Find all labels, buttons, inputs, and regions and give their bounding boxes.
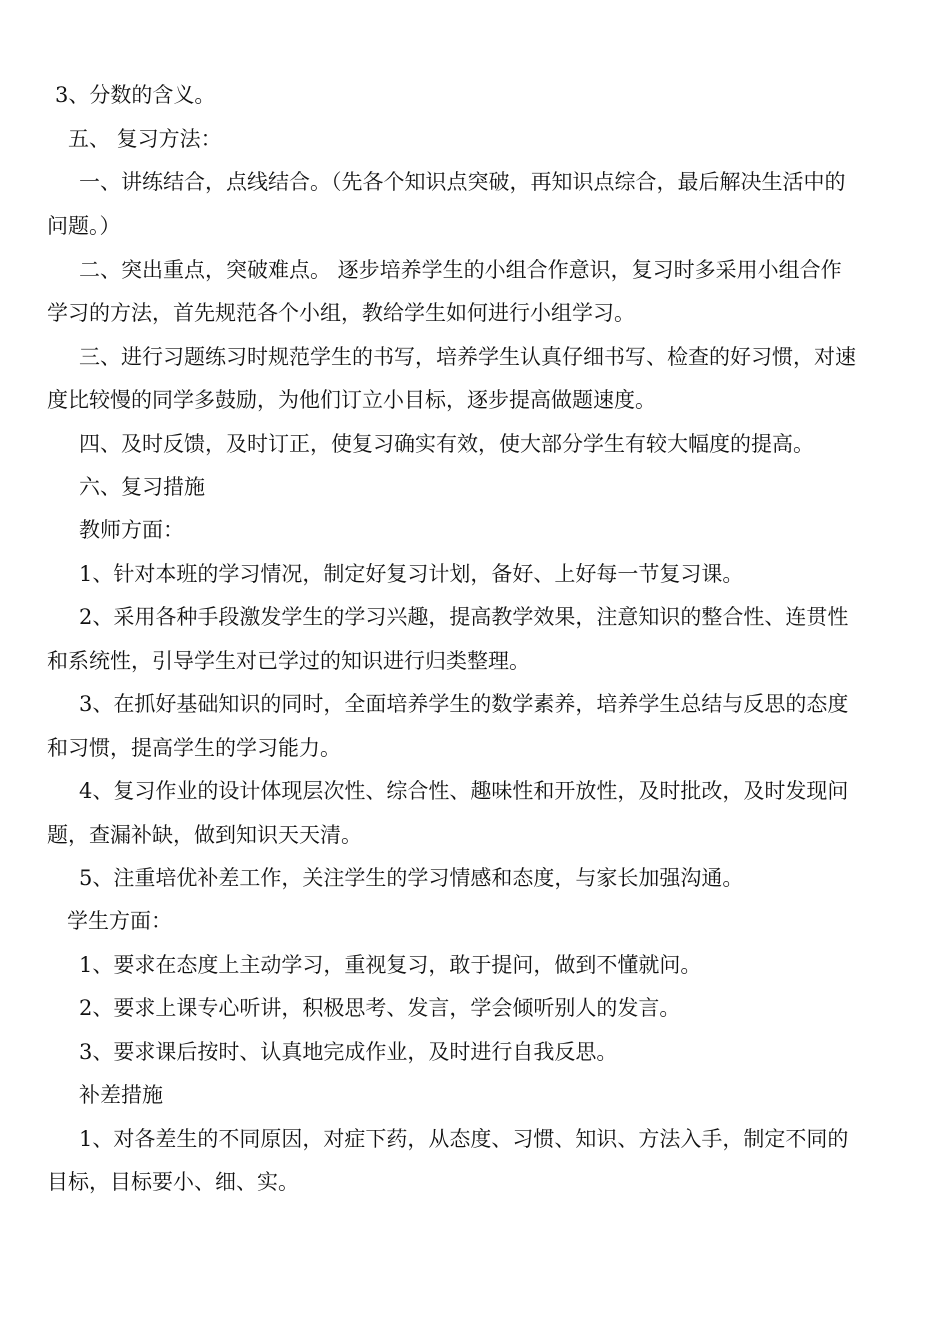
text-line-teacher-1: 1、针对本班的学习情况，制定好复习计划，备好、上好每一节复习课。 [79, 562, 744, 586]
text-line-teacher-3-cont: 和习惯，提高学生的学习能力。 [47, 736, 341, 760]
text-line-teacher-4: 4、复习作业的设计体现层次性、综合性、趣味性和开放性，及时批改，及时发现问 [79, 779, 849, 803]
text-line-method-2: 二、突出重点，突破难点。 逐步培养学生的小组合作意识，复习时多采用小组合作 [79, 258, 842, 282]
subheading-teacher: 教师方面： [79, 518, 184, 542]
text-line-method-2-cont: 学习的方法，首先规范各个小组，教给学生如何进行小组学习。 [47, 301, 635, 325]
text-line-student-3: 3、要求课后按时、认真地完成作业，及时进行自我反思。 [79, 1040, 618, 1064]
text-line-teacher-3: 3、在抓好基础知识的同时，全面培养学生的数学素养，培养学生总结与反思的态度 [79, 692, 849, 716]
text-line-method-1: 一、讲练结合，点线结合。（先各个知识点突破，再知识点综合，最后解决生活中的 [79, 170, 846, 194]
heading-review-measures: 六、复习措施 [79, 475, 205, 499]
text-line-method-1-cont: 问题。） [47, 214, 121, 238]
text-line-student-1: 1、要求在态度上主动学习，重视复习，敢于提问，做到不懂就问。 [79, 953, 702, 977]
text-line-method-4: 四、及时反馈，及时订正，使复习确实有效，使大部分学生有较大幅度的提高。 [79, 432, 814, 456]
subheading-remedial: 补差措施 [79, 1083, 163, 1107]
text-line-remedial-1-cont: 目标，目标要小、细、实。 [47, 1170, 299, 1194]
text-line-remedial-1: 1、对各差生的不同原因，对症下药，从态度、习惯、知识、方法入手，制定不同的 [79, 1127, 849, 1151]
text-line-teacher-4-cont: 题，查漏补缺，做到知识天天清。 [47, 823, 362, 847]
text-line-method-3: 三、进行习题练习时规范学生的书写，培养学生认真仔细书写、检查的好习惯，对速 [79, 345, 856, 369]
text-line-teacher-5: 5、注重培优补差工作，关注学生的学习情感和态度，与家长加强沟通。 [79, 866, 744, 890]
text-line-teacher-2: 2、采用各种手段激发学生的学习兴趣，提高教学效果，注意知识的整合性、连贯性 [79, 605, 849, 629]
text-line-section-item-3: 3、分数的含义。 [55, 83, 216, 107]
subheading-student: 学生方面： [67, 909, 172, 933]
text-line-method-3-cont: 度比较慢的同学多鼓励，为他们订立小目标，逐步提高做题速度。 [47, 388, 656, 412]
text-line-student-2: 2、要求上课专心听讲，积极思考、发言，学会倾听别人的发言。 [79, 996, 681, 1020]
text-line-teacher-2-cont: 和系统性，引导学生对已学过的知识进行归类整理。 [47, 649, 530, 673]
heading-review-methods: 五、 复习方法： [68, 127, 222, 151]
